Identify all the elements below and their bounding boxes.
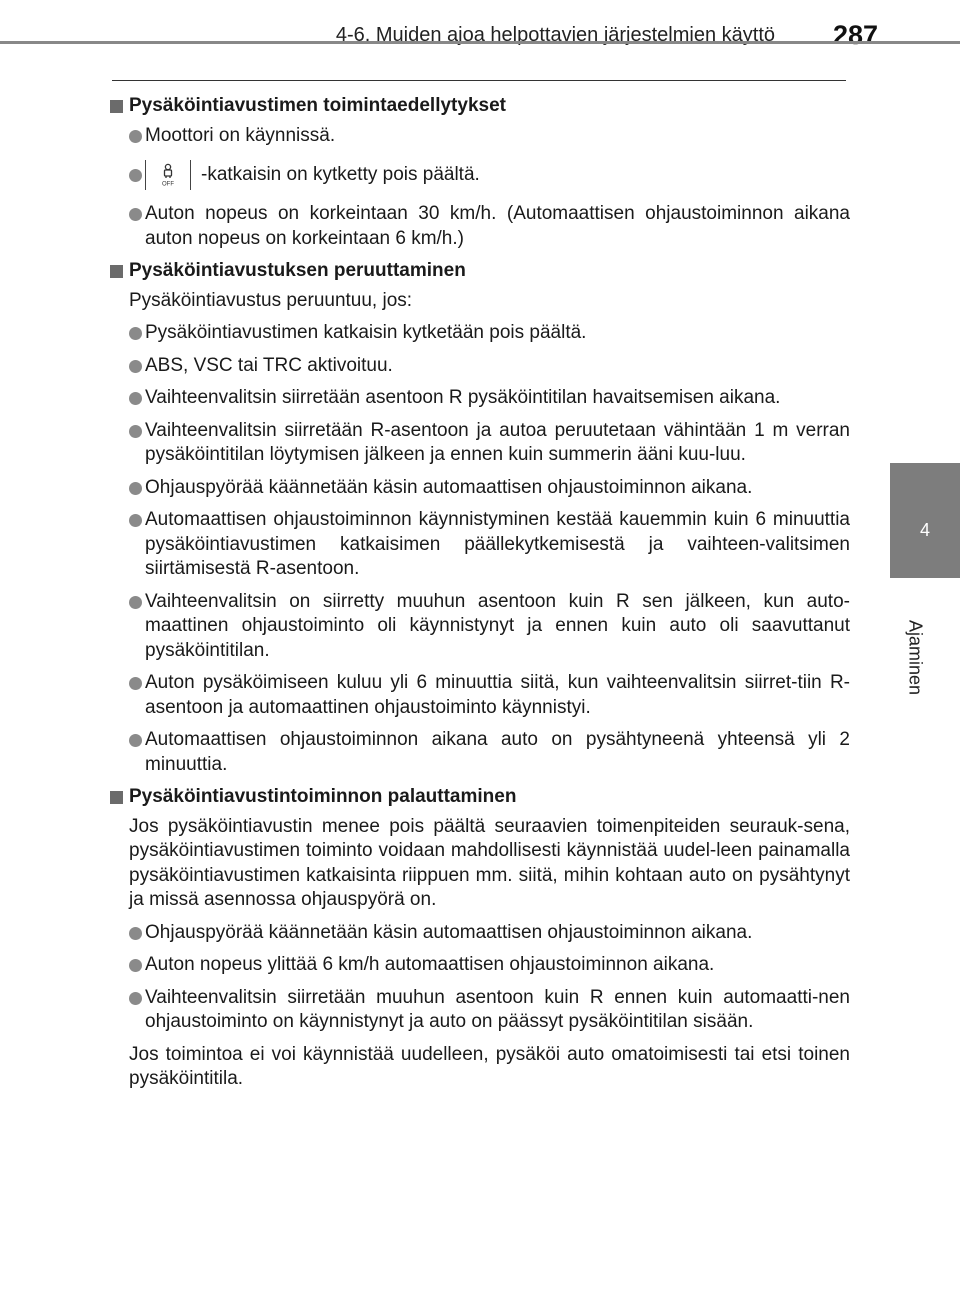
- list-item: [110, 419, 850, 468]
- round-bullet-icon: [129, 327, 142, 340]
- list-item-text: Vaihteenvalitsin siirretään muuhun asentoon kuin R ennen kuin automaatti-nen ohjaustoiminto on käynnistynyt ja auto on päässyt pysäköintitilan sisään.: [145, 986, 850, 1033]
- list-item: [110, 508, 850, 582]
- svg-text:OFF: OFF: [162, 181, 174, 187]
- list-item-text: Pysäköintiavustimen katkaisin kytketään pois päältä.: [145, 322, 587, 344]
- section-heading-text: Pysäköintiavustintoiminnon palauttaminen: [129, 786, 517, 808]
- list-item: [110, 671, 850, 720]
- header-divider: [0, 41, 960, 44]
- list-item-text: Automaattisen ohjaustoiminnon aikana auto on pysähtyneenä yhteensä yli 2 minuuttia.: [145, 729, 850, 775]
- list-item: [110, 953, 850, 978]
- round-bullet-icon: [129, 482, 142, 495]
- list-item: [110, 386, 850, 411]
- list-item-text: Auton pysäköimiseen kuluu yli 6 minuuttia siitä, kun vaihteenvalitsin siirret-tiin R-asentoon ja automaattinen ohjaustoiminto käynnistyi.: [145, 672, 850, 718]
- list-item: [110, 124, 850, 149]
- square-bullet-icon: [110, 265, 123, 278]
- page-number: 287: [832, 20, 878, 50]
- round-bullet-icon: [129, 360, 142, 373]
- list-item-text: -katkaisin on kytketty pois päältä.: [201, 164, 480, 186]
- list-item: [110, 476, 850, 501]
- list-item-text: Vaihteenvalitsin on siirretty muuhun asentoon kuin R sen jälkeen, kun auto-maattinen ohjaustoiminto oli käynnistynyt ja ennen kuin auto oli saavuttanut pysäköintitilan.: [145, 590, 850, 661]
- parking-assist-off-switch-icon: [145, 160, 191, 190]
- list-item: [110, 160, 850, 190]
- round-bullet-icon: [129, 169, 142, 182]
- section-heading: [110, 94, 850, 119]
- section-outro: Jos toimintoa ei voi käynnistää uudelleen, pysäköi auto omatoimisesti tai etsi toinen pysäköintitila.: [129, 1043, 850, 1090]
- section-intro: Jos pysäköintiavustin menee pois päältä seuraavien toimenpiteiden seurauk-sena, pysäköintiavustimen toiminto voidaan mahdollisesti käynnistää uudel-leen painamalla pysäköintiavustimen katkaisinta riippuen mm. siitä, mihin kohtaan auto on pysähtynyt ja missä asennossa ohjauspyörä on.: [129, 815, 850, 911]
- round-bullet-icon: [129, 130, 142, 143]
- round-bullet-icon: [129, 734, 142, 747]
- list-item: [110, 986, 850, 1035]
- square-bullet-icon: [110, 791, 123, 804]
- chapter-number: 4: [919, 520, 930, 540]
- chapter-title: Ajaminen: [905, 620, 926, 696]
- list-item-text: ABS, VSC tai TRC aktivoituu.: [145, 354, 393, 376]
- round-bullet-icon: [129, 208, 142, 221]
- list-item: [110, 202, 850, 251]
- round-bullet-icon: [129, 425, 142, 438]
- list-item-text: Vaihteenvalitsin siirretään asentoon R pysäköintitilan havaitsemisen aikana.: [145, 387, 781, 409]
- section-heading-text: Pysäköintiavustimen toimintaedellytykset: [129, 95, 506, 116]
- round-bullet-icon: [129, 514, 142, 527]
- list-item-text: Automaattisen ohjaustoiminnon käynnistyminen kestää kauemmin kuin 6 minuuttia pysäköintiavustimen katkaisimen päällekytkemisestä ja vaihteen-valitsimen siirtämisestä R-asentoon.: [145, 509, 850, 580]
- list-item-text: Ohjauspyörää käännetään käsin automaattisen ohjaustoiminnon aikana.: [145, 921, 753, 943]
- page-body: [110, 90, 850, 1100]
- section-heading-text: Pysäköintiavustuksen peruuttaminen: [129, 260, 466, 282]
- list-item-text: Moottori on käynnissä.: [145, 124, 336, 146]
- running-header-title: 4-6. Muiden ajoa helpottavien järjestelmien käyttö: [335, 24, 775, 46]
- round-bullet-icon: [129, 927, 142, 940]
- list-item: [110, 321, 850, 346]
- square-bullet-icon: [110, 100, 123, 113]
- round-bullet-icon: [129, 992, 142, 1005]
- section-divider: [112, 80, 846, 81]
- list-item-text: Auton nopeus on korkeintaan 30 km/h. (Automaattisen ohjaustoiminnon aikana auton nopeus on korkeintaan 6 km/h.): [145, 203, 850, 249]
- list-item-text: Auton nopeus ylittää 6 km/h automaattisen ohjaustoiminnon aikana.: [145, 954, 715, 976]
- list-item: [110, 354, 850, 379]
- list-item-text: Ohjauspyörää käännetään käsin automaattisen ohjaustoiminnon aikana.: [145, 476, 753, 498]
- section-intro: Pysäköintiavustus peruuntuu, jos:: [129, 289, 413, 311]
- round-bullet-icon: [129, 596, 142, 609]
- section-heading: [110, 785, 850, 810]
- list-item: [110, 921, 850, 946]
- section-heading: [110, 259, 850, 284]
- round-bullet-icon: [129, 959, 142, 972]
- round-bullet-icon: [129, 392, 142, 405]
- chapter-tab: [890, 463, 960, 578]
- list-item: [110, 728, 850, 777]
- list-item: [110, 590, 850, 664]
- round-bullet-icon: [129, 677, 142, 690]
- list-item-text: Vaihteenvalitsin siirretään R-asentoon ja autoa peruutetaan vähintään 1 m verran pysäköintitilan löytymisen jälkeen ja ennen kuin summerin ääni kuu-luu.: [145, 419, 850, 466]
